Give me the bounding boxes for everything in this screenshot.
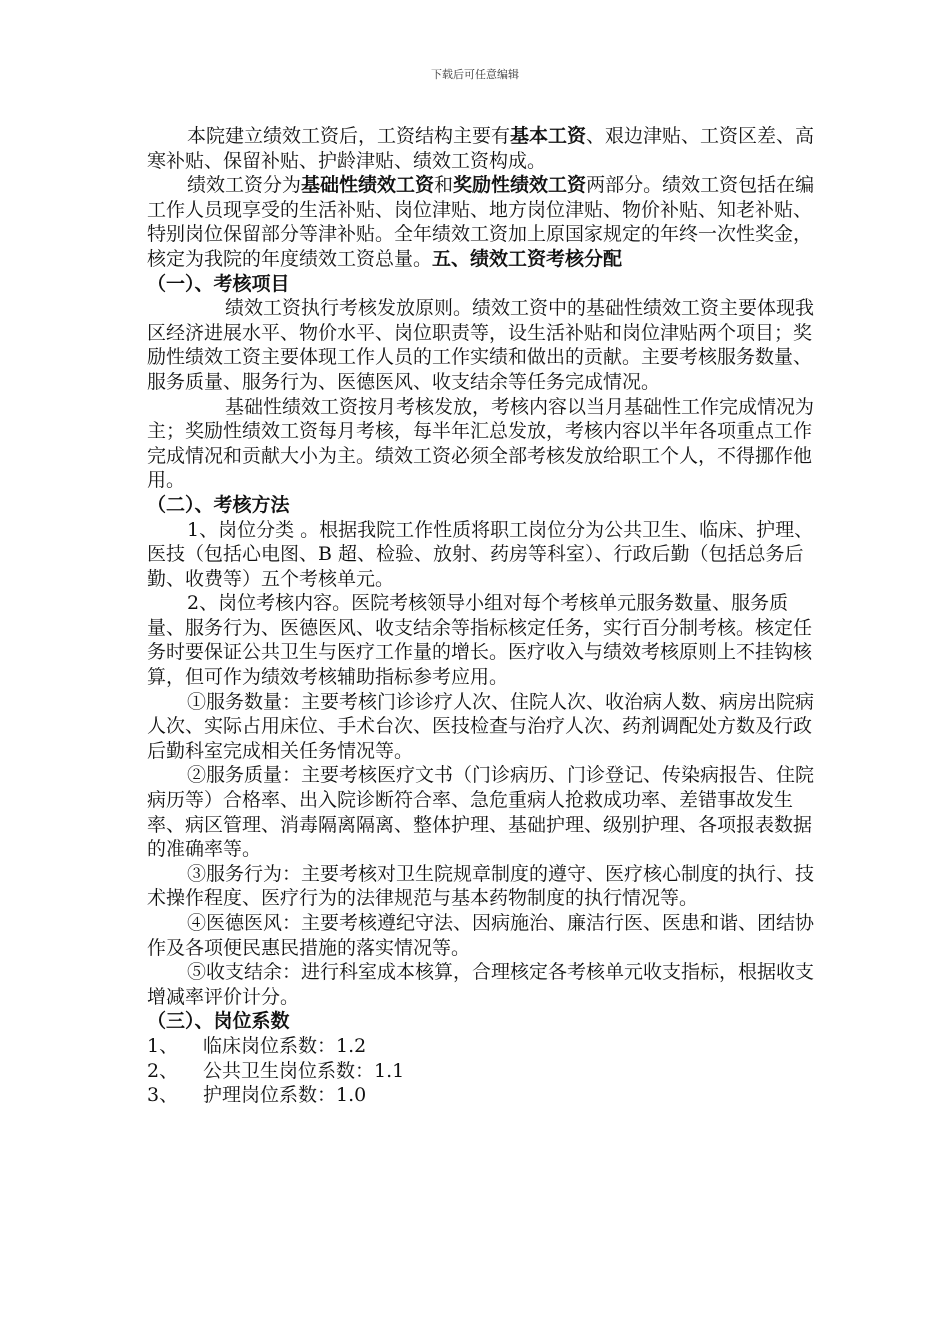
paragraph-monthly-assessment: 基础性绩效工资按月考核发放，考核内容以当月基础性工作完成情况为主；奖励性绩效工资每月考核，每半年汇总发放，考核内容以半年各项重点工作完成情况和贡献大小为主。绩效工资必须全部考核发放给职工个人，不得挪作他用。 [147, 395, 815, 492]
section-title-assessment-items: （一）、考核项目 [147, 272, 290, 295]
paragraph-post-assessment: 2、岗位考核内容。医院考核领导小组对每个考核单元服务数量、服务质量、服务行为、医德医风、收支结余等指标核定任务，实行百分制考核。核定任务时要保证公共卫生与医疗工作量的增长。医疗收入与绩效考核原则上不挂钩核算，但可作为绩效考核辅助指标参考应用。 [147, 592, 813, 689]
paragraph-medical-ethics: ④医德医风：主要考核遵纪守法、因病施治、廉洁行医、医患和谐、团结协作及各项便民惠民措施的落实情况等。 [147, 912, 815, 959]
bold-term-basic-salary: 基本工资 [510, 125, 587, 147]
text-run: 绩效工资分为 [187, 174, 302, 197]
list-text: 护理岗位系数：1.0 [203, 1084, 367, 1107]
text-run: 本院建立绩效工资后，工资结构主要有 [187, 125, 511, 147]
list-text: 临床岗位系数：1.2 [203, 1034, 367, 1057]
section-title-post-coefficient: （三）、岗位系数 [147, 1010, 290, 1033]
list-number: 1、 [147, 1034, 179, 1057]
bold-term-reward-performance: 奖励性绩效工资 [453, 174, 587, 197]
list-item [147, 1083, 823, 1108]
page-header: 下载后可任意编辑 [431, 68, 519, 81]
list-item [147, 1059, 823, 1084]
document-body [147, 124, 823, 1108]
paragraph-service-quantity: ①服务数量：主要考核门诊诊疗人次、住院人次、收治病人数、病房出院病人次、实际占用床位、手术台次、医技检查与治疗人次、药剂调配处方数及行政后勤科室完成相关任务情况等。 [147, 690, 815, 762]
list-number: 3、 [147, 1084, 179, 1107]
list-item [147, 1034, 823, 1059]
section-title-assessment-method: （二）、考核方法 [147, 493, 290, 516]
paragraph-post-classification: 1、岗位分类 。根据我院工作性质将职工岗位分为公共卫生、临床、护理、医技（包括心电图、B 超、检验、放射、药房等科室）、行政后勤（包括总务后勤、收费等）五个考核单元。 [147, 518, 814, 590]
paragraph-assessment-principle: 绩效工资执行考核发放原则。绩效工资中的基础性绩效工资主要体现我区经济进展水平、物价水平、岗位职责等，设生活补贴和岗位津贴两个项目；奖励性绩效工资主要体现工作人员的工作实绩和做出的贡献。主要考核服务数量、服务质量、服务行为、医德医风、收支结余等任务完成情况。 [147, 297, 815, 393]
section-heading-five: 五、绩效工资考核分配 [432, 247, 623, 270]
bold-term-basic-performance: 基础性绩效工资 [301, 174, 435, 197]
list-text: 公共卫生岗位系数：1.1 [203, 1059, 405, 1082]
paragraph-service-behavior: ③服务行为：主要考核对卫生院规章制度的遵守、医疗核心制度的执行、技术操作程度、医疗行为的法律规范与基本药物制度的执行情况等。 [147, 862, 815, 910]
text-run: 、艰边津贴、工资区差、高寒补贴、保留补贴、护龄津贴、绩效工资构成。 [147, 125, 815, 172]
paragraph-balance: ⑤收支结余：进行科室成本核算，合理核定各考核单元收支指标，根据收支增减率评价计分。 [147, 961, 815, 1008]
list-number: 2、 [147, 1059, 179, 1082]
paragraph-salary-structure [147, 124, 823, 173]
text-run: 两部分。绩效工资包括在编工作人员现享受的生活补贴、岗位津贴、地方岗位津贴、物价补贴、知老补贴、特别岗位保留部分等津补贴。全年绩效工资加上原国家规定的年终一次性奖金，核定为我院的年度绩效工资总量。 [147, 174, 815, 270]
paragraph-performance-salary [147, 173, 823, 271]
text-run: 和 [434, 174, 454, 197]
paragraph-service-quality: ②服务质量：主要考核医疗文书（门诊病历、门诊登记、传染病报告、住院病历等）合格率、出入院诊断符合率、急危重病人抢救成功率、差错事故发生率、病区管理、消毒隔离隔离、整体护理、基础护理、级别护理、各项报表数据的准确率等。 [147, 764, 815, 861]
